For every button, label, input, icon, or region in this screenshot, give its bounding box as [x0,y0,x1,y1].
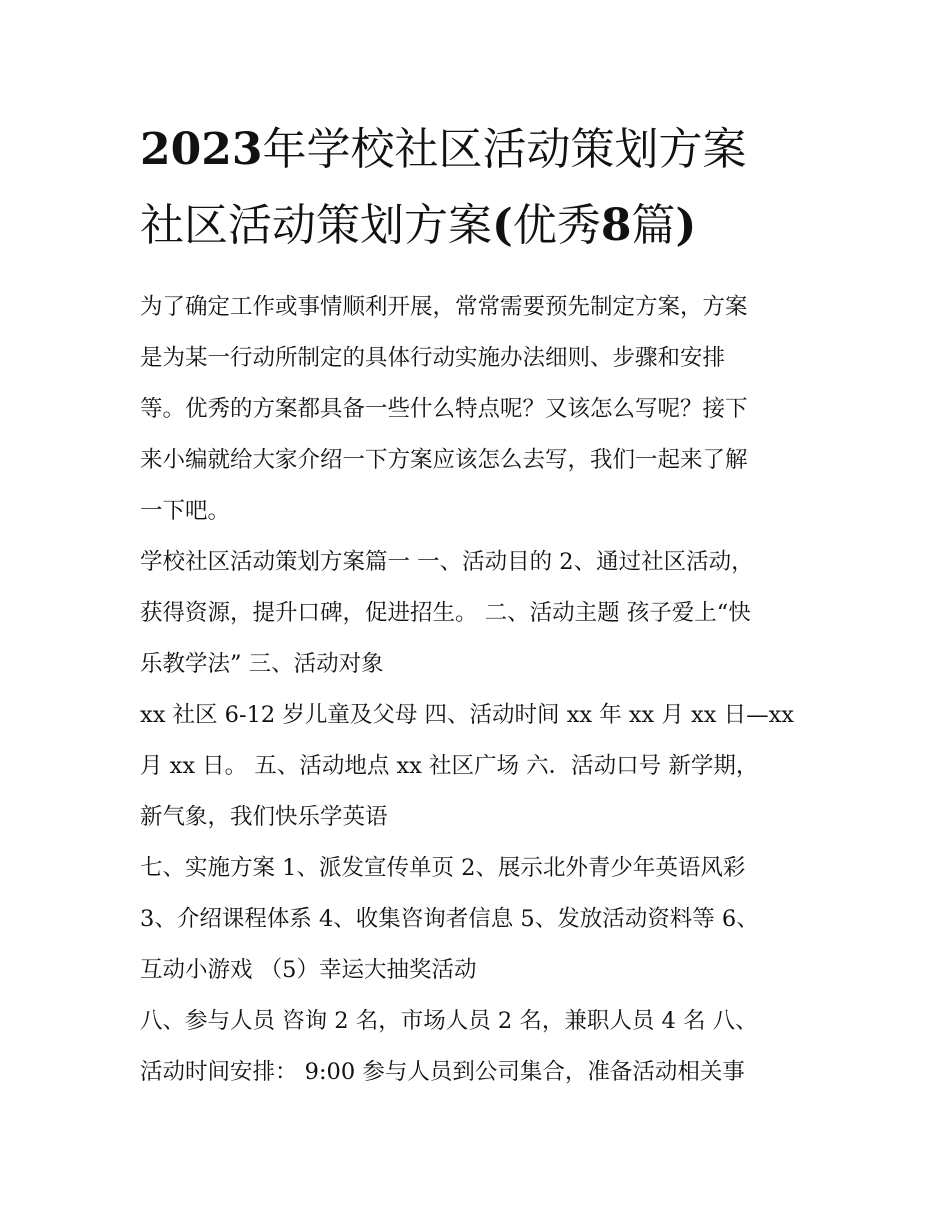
title-close-paren: ) [675,200,697,251]
document-title [140,112,840,264]
paragraph-line: 新气象，我们快乐学英语 [140,804,388,830]
paragraph-implementation [140,843,840,996]
title-year: 2023 [140,124,263,175]
title-line-2-mid: 优秀 [512,200,601,251]
paragraph-line: 活动时间安排： 9:00 参与人员到公司集合，准备活动相关事 [140,1059,745,1085]
paragraph-line: 获得资源，提升口碑，促进招生。 二、活动主题 孩子爱上“快 [140,600,751,626]
paragraph-line: 一下吧。 [140,498,231,524]
paragraph-staff-schedule [140,996,840,1098]
paragraph-line: xx 社区 6-12 岁儿童及父母 四、活动时间 xx 年 xx 月 xx 日—xx [140,702,794,728]
paragraph-line: 八、参与人员 咨询 2 名，市场人员 2 名，兼职人员 4 名 八、 [140,1008,758,1034]
paragraph-line: 来小编就给大家介绍一下方案应该怎么去写，我们一起来了解 [140,447,748,473]
title-line-2-text: 社区活动策划方案 [140,200,492,251]
title-count: 8 [600,200,632,251]
title-line-2-end: 篇 [631,200,676,251]
paragraph-line: 为了确定工作或事情顺利开展，常常需要预先制定方案，方案 [140,294,748,320]
title-open-paren: ( [492,200,513,251]
paragraph-line: 互动小游戏 （5）幸运大抽奖活动 [140,957,477,983]
paragraph-section-1 [140,537,840,690]
title-line-2 [140,188,840,264]
paragraph-line: 乐教学法” 三、活动对象 [140,651,384,677]
paragraph-line: 是为某一行动所制定的具体行动实施办法细则、步骤和安排 [140,345,726,371]
paragraph-line: 等。优秀的方案都具备一些什么特点呢？又该怎么写呢？接下 [140,396,748,422]
document-body [140,282,840,1098]
paragraph-line: 月 xx 日。 五、活动地点 xx 社区广场 六．活动口号 新学期， [140,753,759,779]
title-line-1-text: 年学校社区活动策划方案 [262,124,747,175]
paragraph-line: 七、实施方案 1、派发宣传单页 2、展示北外青少年英语风彩 [140,855,746,881]
paragraph-intro [140,282,840,537]
paragraph-audience-time-place [140,690,840,843]
title-line-1 [140,112,840,188]
paragraph-line: 学校社区活动策划方案篇一 一、活动目的 2、通过社区活动， [140,549,754,575]
paragraph-line: 3、介绍课程体系 4、收集咨询者信息 5、发放活动资料等 6、 [140,906,759,932]
